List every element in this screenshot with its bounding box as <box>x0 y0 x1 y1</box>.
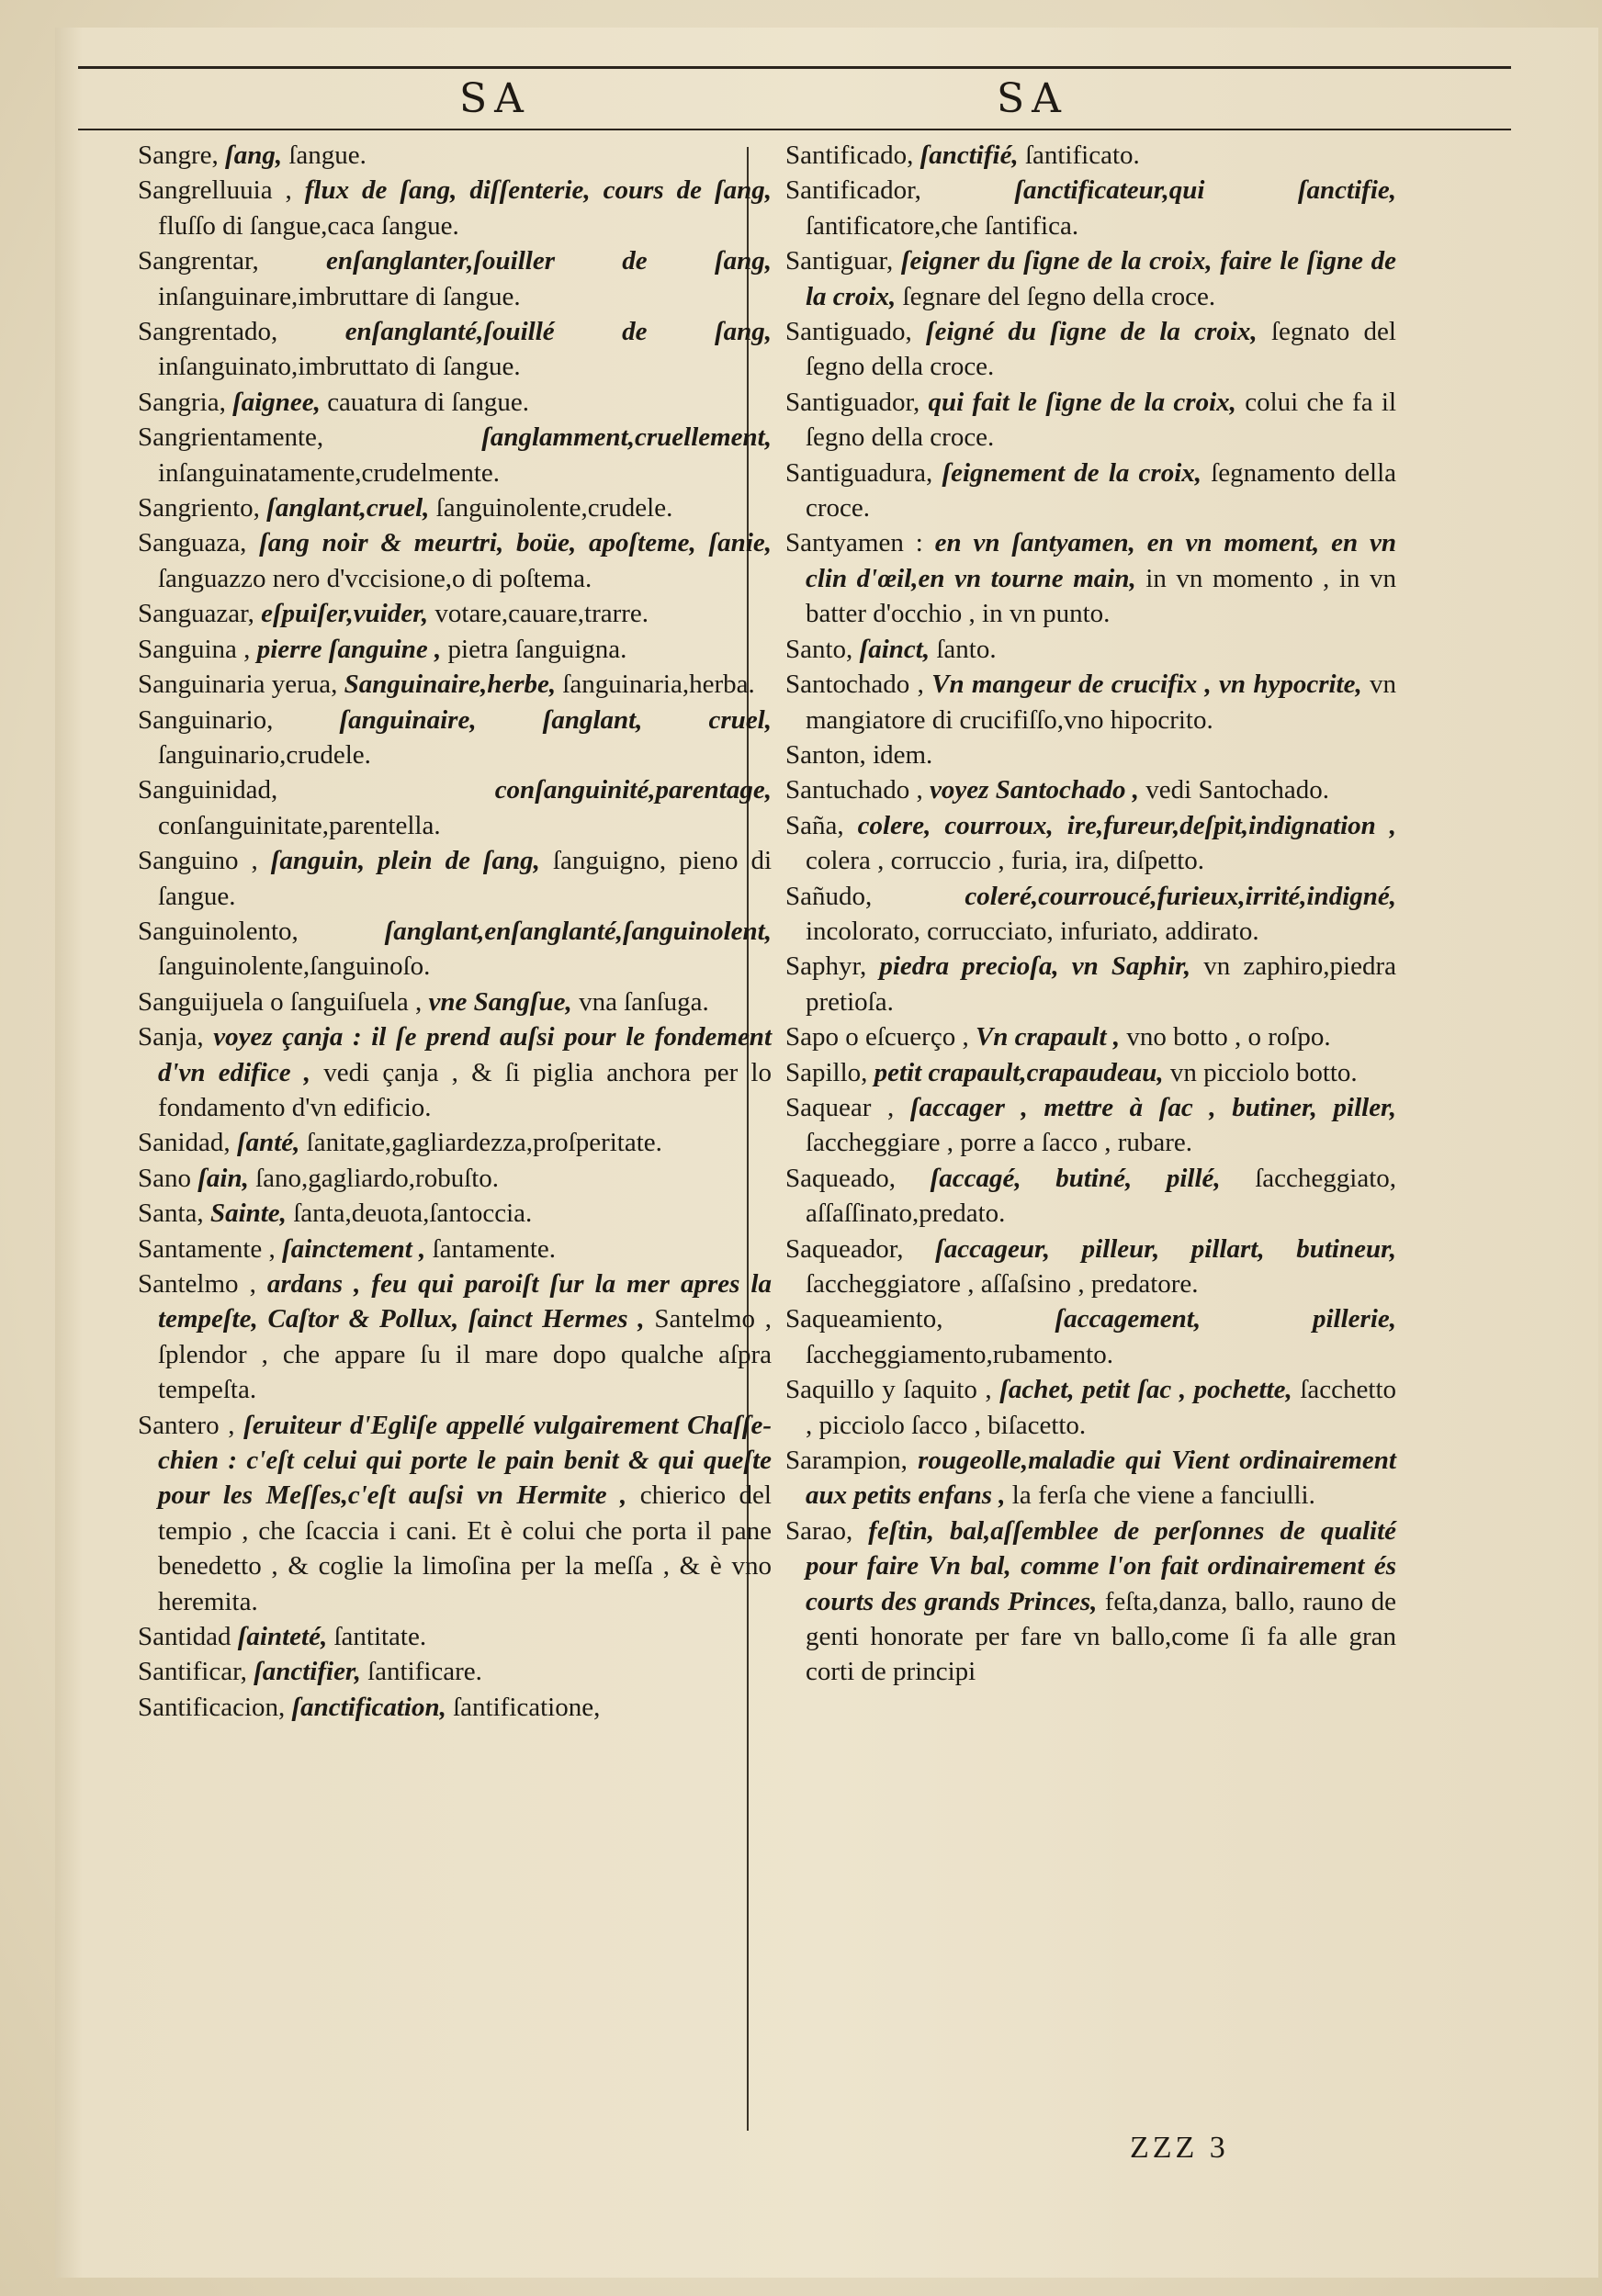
entry-italian: ſegnato del ſegno della croce. <box>806 317 1396 382</box>
entry-italian: ſegnare del ſegno della croce. <box>902 281 1216 311</box>
dictionary-entry <box>138 596 772 631</box>
dictionary-entry <box>138 703 772 773</box>
running-head-right: SA <box>997 75 1068 122</box>
dictionary-entry <box>138 420 772 490</box>
dictionary-entry <box>138 490 772 525</box>
entry-headword: Saqueado, <box>785 1163 896 1193</box>
entry-french: ſaccagement, pillerie, <box>1055 1304 1396 1334</box>
entry-italian: votare,cauare,trarre. <box>434 599 649 629</box>
dictionary-entry <box>138 772 772 843</box>
entry-french: ſanglamment,cruellement, <box>481 422 772 453</box>
entry-headword: Santificado, <box>785 141 914 170</box>
entry-headword: Sangrentar, <box>138 246 259 276</box>
entry-italian: pietra ſanguigna. <box>447 634 627 664</box>
entry-french: ſeigné du ſigne de la croix, <box>926 317 1258 347</box>
dictionary-entry <box>138 1690 772 1725</box>
dictionary-entry <box>785 456 1396 526</box>
entry-headword: Sanguinaria yerua, <box>138 670 338 700</box>
entry-french: ſanglant,cruel, <box>266 493 430 523</box>
entry-headword: Sanguijuela o ſanguiſuela , <box>138 986 423 1017</box>
dictionary-entry <box>785 667 1396 737</box>
entry-french: ſaignee, <box>232 387 321 417</box>
dictionary-entry <box>138 1266 772 1408</box>
entry-headword: Sanguina , <box>138 634 251 664</box>
dictionary-entry <box>785 385 1396 456</box>
entry-french: pierre ſanguine , <box>256 634 442 664</box>
entry-italian: vn zaphiro,piedra pretioſa. <box>806 951 1397 1017</box>
entry-italian: vedi çanja , & ſi piglia anchora per lo fondamento d'vn edificio. <box>158 1057 772 1122</box>
entry-headword: Saqueamiento, <box>785 1304 943 1334</box>
dictionary-entry <box>785 879 1396 950</box>
entry-headword: Santiguadura, <box>785 457 933 488</box>
entry-headword: Saña, <box>785 810 844 840</box>
entry-french: piedra precioſa, vn Saphir, <box>879 951 1191 982</box>
entry-french: ſeruiteur d'Egliſe appellé vulgairement Chaſſe-chien : c'eſt celui qui porte le pain benit & qui queſte pour les Meſſes,c'eſt auſsi vn Hermite , <box>158 1410 772 1511</box>
entry-italian: conſanguinitate,parentella. <box>158 810 441 840</box>
entry-headword: Santa, <box>138 1199 204 1229</box>
entry-headword: Saquear , <box>785 1092 895 1122</box>
entry-headword: Sangrelluuia , <box>138 175 292 206</box>
entry-headword: Sanguinolento, <box>138 916 299 946</box>
entry-headword: Sapo o eſcuerço , <box>785 1022 969 1052</box>
entry-french: enſanglanté,ſouillé de ſang, <box>344 317 773 347</box>
dictionary-entry <box>138 1161 772 1196</box>
entry-french: qui fait le ſigne de la croix, <box>928 387 1236 417</box>
entry-french: ſainct, <box>859 634 931 664</box>
entry-italian: ſaccheggiamento,rubamento. <box>806 1339 1113 1369</box>
entry-headword: Saqueador, <box>785 1233 904 1264</box>
entry-italian: ſegnamento della croce. <box>806 457 1397 523</box>
entry-french: rougeolle,maladie qui Vient ordinairement aux petits enfans , <box>806 1446 1396 1511</box>
entry-italian: ſanta,deuota,ſantoccia. <box>293 1199 533 1229</box>
dictionary-entry <box>138 1125 772 1160</box>
dictionary-entry <box>785 772 1396 807</box>
dictionary-entry <box>785 525 1396 631</box>
entry-headword: Sarao, <box>785 1515 853 1546</box>
entry-french: ſang noir & meurtri, boüe, apoſteme, ſanie, <box>259 528 772 558</box>
entry-french: ſeignement de la croix, <box>942 457 1202 488</box>
entry-french: ſang, <box>225 141 283 170</box>
entry-french: vne Sangſue, <box>428 986 572 1017</box>
entry-italian: inſanguinato,imbruttato di ſangue. <box>158 352 521 382</box>
entry-italian: feſta,danza, ballo, rauno de genti honorate per fare vn ballo,come ſi fa alle gran corti de principi <box>806 1586 1397 1687</box>
entry-headword: Sañudo, <box>785 881 873 911</box>
header-rule <box>78 129 1511 130</box>
entry-headword: Santo, <box>785 634 853 664</box>
entry-italian: vno botto , o roſpo. <box>1126 1022 1331 1052</box>
entry-italian: Santelmo , ſplendor , che appare ſu il mare dopo qualche aſpra tempeſta. <box>158 1304 773 1405</box>
dictionary-entry <box>785 1301 1396 1372</box>
entry-headword: Sanguinidad, <box>138 775 278 805</box>
dictionary-entry <box>138 1232 772 1266</box>
dictionary-entry <box>785 808 1396 879</box>
dictionary-entry <box>785 1090 1396 1161</box>
entry-french: ſaccager , mettre à ſac , butiner, piller, <box>909 1092 1396 1122</box>
dictionary-entry <box>138 525 772 596</box>
entry-headword: Santiguar, <box>785 246 894 276</box>
entry-french: ſanctifier, <box>254 1657 361 1687</box>
dictionary-entry <box>785 1443 1396 1514</box>
entry-italian: ſantificato. <box>1024 141 1140 170</box>
entry-italian: colui che fa il ſegno della croce. <box>806 387 1396 453</box>
entry-italian: ſantificatore,che ſantifica. <box>806 210 1079 241</box>
catchword: ZZZ 3 <box>1130 2131 1229 2165</box>
entry-italian: ſano,gagliardo,robuſto. <box>255 1163 500 1193</box>
entry-headword: Sano <box>138 1163 191 1193</box>
entry-headword: Santiguador, <box>785 387 920 417</box>
entry-italian: ſanguinolente,ſanguinoſo. <box>158 951 431 982</box>
dictionary-entry <box>785 1055 1396 1090</box>
entry-headword: Sangrentado, <box>138 317 278 347</box>
entry-headword: Santificador, <box>785 175 921 206</box>
entry-french: ſanguin, plein de ſang, <box>270 846 540 876</box>
entry-headword: Santidad <box>138 1622 231 1652</box>
dictionary-entry <box>138 314 772 385</box>
dictionary-entry <box>785 737 1396 772</box>
entry-french: voyez çanja : il ſe prend auſsi pour le fondement d'vn edifice , <box>158 1022 772 1087</box>
entry-french: ſanctification, <box>291 1692 446 1722</box>
entry-french: coleré,courroucé,furieux,irrité,indigné, <box>965 881 1396 911</box>
entry-italian: incolorato, corrucciato, infuriato, addirato. <box>806 916 1259 946</box>
entry-italian: fluſſo di ſangue,caca ſangue. <box>158 210 459 241</box>
entry-french: ſanctifié, <box>919 141 1019 170</box>
dictionary-entry <box>138 1196 772 1231</box>
entry-headword: Sarampion, <box>785 1446 908 1476</box>
entry-french: en vn ſantyamen, en vn moment, en vn clin d'œil,en vn tourne main, <box>806 528 1396 593</box>
dictionary-entry <box>785 138 1396 173</box>
entry-french: ſanté, <box>236 1128 300 1158</box>
dictionary-entry <box>785 632 1396 667</box>
entry-italian: inſanguinatamente,crudelmente. <box>158 457 501 488</box>
dictionary-entry <box>138 843 772 914</box>
dictionary-entry <box>785 1161 1396 1232</box>
entry-headword: Sanguinario, <box>138 704 274 735</box>
entry-french: ſeigner du ſigne de la croix, faire le ſigne de la croix, <box>806 246 1397 311</box>
entry-french: Vn crapault , <box>975 1022 1121 1052</box>
dictionary-entry <box>138 985 772 1019</box>
entry-italian: ſanguinaria,herba. <box>562 670 755 700</box>
dictionary-entry <box>785 173 1396 243</box>
entry-headword: Sangre, <box>138 141 219 170</box>
entry-headword: Santificacion, <box>138 1692 286 1722</box>
entry-french: ſanguinaire, ſanglant, cruel, <box>339 704 772 735</box>
entry-headword: Santyamen : <box>785 528 923 558</box>
entry-italian: ſanitate,gagliardezza,proſperitate. <box>306 1128 662 1158</box>
right-column <box>785 138 1396 1690</box>
dictionary-entry <box>785 314 1396 385</box>
entry-headword: Santon, <box>785 739 866 770</box>
entry-french: ſain, <box>197 1163 249 1193</box>
dictionary-entry <box>138 632 772 667</box>
entry-italian: ſanguazzo nero d'vccisione,o di poſtema. <box>158 563 592 593</box>
entry-headword: Santificar, <box>138 1657 247 1687</box>
dictionary-entry <box>785 1232 1396 1302</box>
entry-headword: Saquillo y ſaquito , <box>785 1375 992 1405</box>
entry-french: eſpuiſer,vuider, <box>261 599 429 629</box>
dictionary-entry <box>138 667 772 702</box>
entry-french: ſaccagé, butiné, pillé, <box>930 1163 1221 1193</box>
entry-french: flux de ſang, diſſenterie, cours de ſang, <box>304 175 772 206</box>
entry-french: feſtin, bal,aſſemblee de perſonnes de qualité pour faire Vn bal, comme l'on fait ordinairement és courts des grands Princes, <box>806 1515 1396 1616</box>
entry-italian: vn mangiatore di crucifiſſo,vno hipocrito. <box>806 670 1397 735</box>
entry-french: petit crapault,crapaudeau, <box>874 1057 1164 1087</box>
entry-italian: cauatura di ſangue. <box>327 387 529 417</box>
entry-french: ardans , feu qui paroiſt ſur la mer apres la tempeſte, Caſtor & Pollux, ſainct Hermes , <box>158 1269 772 1334</box>
left-column <box>138 138 772 1725</box>
entry-headword: Santiguado, <box>785 317 912 347</box>
entry-headword: Sanguino , <box>138 846 258 876</box>
entry-headword: Saphyr, <box>785 951 867 982</box>
entry-italian: la ferſa che viene a fanciulli. <box>1011 1480 1315 1511</box>
entry-italian: ſanguinario,crudele. <box>158 739 371 770</box>
entry-headword: Santuchado , <box>785 775 923 805</box>
entry-french: colere, courroux, ire,fureur,deſpit,indignation , <box>857 810 1396 840</box>
dictionary-entry <box>785 243 1396 314</box>
entry-headword: Sanidad, <box>138 1128 231 1158</box>
entry-french: Vn mangeur de crucifix , vn hypocrite, <box>931 670 1362 700</box>
dictionary-entry <box>138 173 772 243</box>
entry-italian: ſaccheggiatore , aſſaſsino , predatore. <box>806 1269 1199 1299</box>
entry-headword: Santero , <box>138 1410 235 1440</box>
dictionary-entry <box>138 1019 772 1125</box>
entry-french: ſachet, petit ſac , pochette, <box>999 1375 1292 1405</box>
entry-french: ſainctement , <box>282 1233 426 1264</box>
entry-headword: Santamente , <box>138 1233 276 1264</box>
entry-italian: ſanguigno, pieno di ſangue. <box>158 846 773 911</box>
entry-french: ſaccageur, pilleur, pillart, butineur, <box>935 1233 1397 1264</box>
dictionary-entry <box>138 243 772 314</box>
top-rule <box>78 66 1511 69</box>
running-head-left: SA <box>459 75 531 122</box>
dictionary-entry <box>138 914 772 985</box>
entry-french: enſanglanter,ſouiller de ſang, <box>326 246 773 276</box>
entry-headword: Sangrientamente, <box>138 422 324 453</box>
entry-italian: vn picciolo botto. <box>1169 1057 1358 1087</box>
dictionary-entry <box>785 949 1396 1019</box>
entry-italian: idem. <box>873 739 933 770</box>
entry-french: ſanglant,enſanglanté,ſanguinolent, <box>384 916 772 946</box>
entry-italian: ſacchetto , picciolo ſacco , biſacetto. <box>806 1375 1397 1440</box>
entry-headword: Sangriento, <box>138 493 260 523</box>
entry-italian: ſantificatione, <box>453 1692 601 1722</box>
entry-headword: Santelmo , <box>138 1269 256 1299</box>
entry-french: conſanguinité,parentage, <box>494 775 772 805</box>
entry-french: ſainteté, <box>237 1622 328 1652</box>
entry-italian: vedi Santochado. <box>1145 775 1330 805</box>
dictionary-entry <box>785 1514 1396 1690</box>
entry-italian: colera , corruccio , furia, ira, diſpetto. <box>806 846 1204 876</box>
entry-italian: ſantitate. <box>333 1622 427 1652</box>
entry-french: voyez Santochado , <box>930 775 1140 805</box>
entry-italian: ſanto. <box>936 634 997 664</box>
dictionary-entry <box>785 1372 1396 1443</box>
dictionary-entry <box>785 1019 1396 1054</box>
entry-headword: Sanja, <box>138 1022 204 1052</box>
entry-french: Sanguinaire,herbe, <box>344 670 557 700</box>
dictionary-entry <box>138 1408 772 1619</box>
dictionary-entry <box>138 385 772 420</box>
entry-italian: ſanguinolente,crudele. <box>435 493 673 523</box>
entry-headword: Sapillo, <box>785 1057 868 1087</box>
entry-italian: in vn momento , in vn batter d'occhio , in vn punto. <box>806 563 1396 629</box>
entry-italian: ſantificare. <box>367 1657 482 1687</box>
entry-italian: vna ſanſuga. <box>579 986 709 1017</box>
dictionary-entry <box>138 138 772 173</box>
entry-headword: Santochado , <box>785 670 924 700</box>
entry-italian: ſaccheggiare , porre a ſacco , rubare. <box>806 1128 1193 1158</box>
entry-italian: ſantamente. <box>432 1233 557 1264</box>
entry-headword: Sanguaza, <box>138 528 247 558</box>
dictionary-entry <box>138 1619 772 1654</box>
entry-headword: Sangria, <box>138 387 226 417</box>
entry-french: ſanctificateur,qui ſanctifie, <box>1014 175 1396 206</box>
entry-french: Sainte, <box>209 1199 287 1229</box>
dictionary-entry <box>138 1654 772 1689</box>
entry-italian: inſanguinare,imbruttare di ſangue. <box>158 281 521 311</box>
entry-italian: ſaccheggiato, aſſaſſinato,predato. <box>806 1163 1397 1229</box>
entry-italian: ſangue. <box>288 141 367 170</box>
entry-headword: Sanguazar, <box>138 599 254 629</box>
entry-italian: chierico del tempio , che ſcaccia i cani. Et è colui che porta il pane benedetto , & coglie la limoſina per la meſſa , & è vno heremita. <box>158 1480 772 1616</box>
